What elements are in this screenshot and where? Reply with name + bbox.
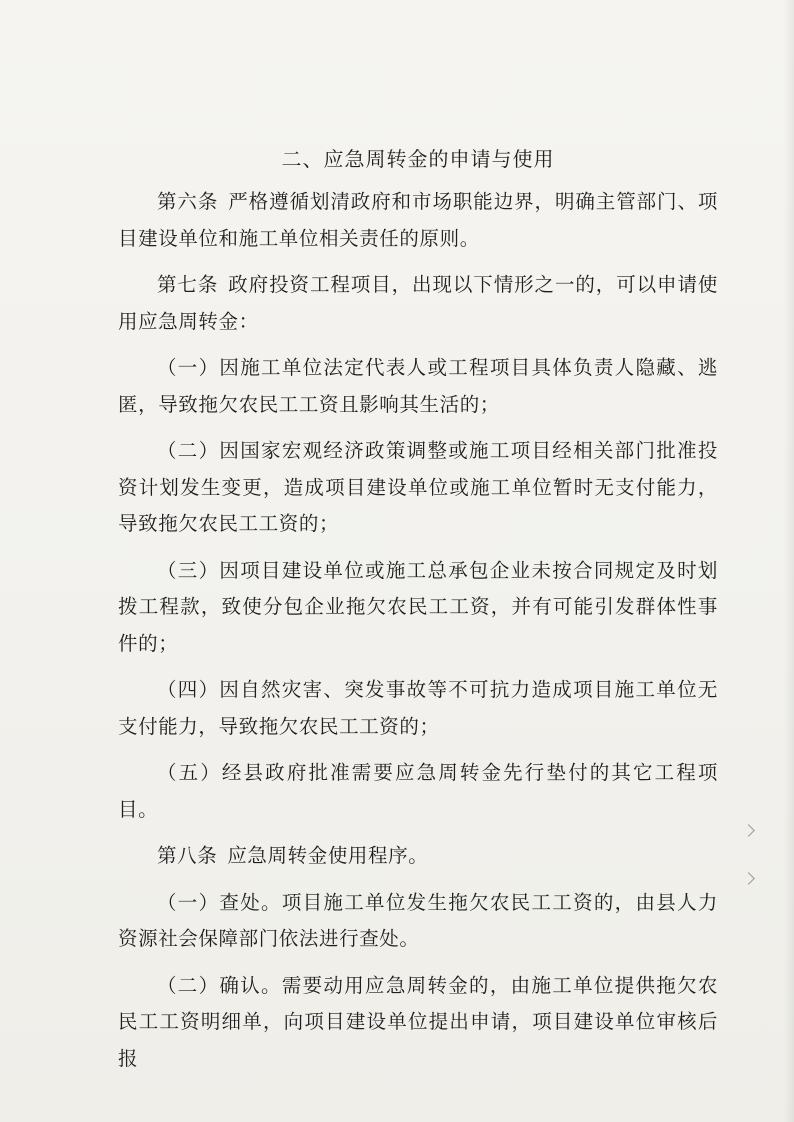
section-title: 二、应急周转金的申请与使用 xyxy=(281,147,555,171)
list-item-3 xyxy=(118,553,718,663)
paragraph-text: 严格遵循划清政府和市场职能边界，明确主管部门、项目建设单位和施工单位相关责任的原则。 xyxy=(118,190,718,250)
paragraph-text: （三）因项目建设单位或施工总承包企业未按合同规定及时划拨工程款，致使分包企业拖欠农民工工资，并有可能引发群体性事件的； xyxy=(118,558,718,655)
paragraph-text: （一）因施工单位法定代表人或工程项目具体负责人隐藏、逃匿，导致拖欠农民工工资且影响其生活的； xyxy=(118,356,718,416)
paragraph-text: （五）经县政府批准需要应急周转金先行垫付的其它工程项目。 xyxy=(118,761,718,821)
document-body xyxy=(118,142,718,1087)
list-item-4 xyxy=(118,672,718,745)
paragraph-article-8 xyxy=(118,838,718,875)
paragraph-text: （一）查处。项目施工单位发生拖欠农民工工资的，由县人力资源社会保障部门依法进行查处。 xyxy=(118,890,718,950)
list-item-1 xyxy=(118,350,718,423)
procedure-item-1 xyxy=(118,885,718,958)
procedure-item-2 xyxy=(118,968,718,1078)
list-item-2 xyxy=(118,433,718,543)
list-item-5 xyxy=(118,755,718,828)
scan-margin-mark-icon xyxy=(742,872,755,885)
article-number: 第六条 xyxy=(157,190,219,213)
paragraph-text: 政府投资工程项目，出现以下情形之一的，可以申请使用应急周转金： xyxy=(118,273,718,333)
scan-margin-mark-icon xyxy=(742,824,755,837)
scan-edge-shadow xyxy=(784,0,794,1122)
paragraph-text: （二）确认。需要动用应急周转金的，由施工单位提供拖欠农民工工资明细单，向项目建设单位提出申请，项目建设单位审核后报 xyxy=(118,973,718,1070)
paragraph-article-7 xyxy=(118,267,718,340)
paragraph-article-6 xyxy=(118,184,718,257)
paragraph-text: （四）因自然灾害、突发事故等不可抗力造成项目施工单位无支付能力，导致拖欠农民工工资的； xyxy=(118,678,718,738)
paragraph-text: （二）因国家宏观经济政策调整或施工项目经相关部门批准投资计划发生变更，造成项目建设单位或施工单位暂时无支付能力，导致拖欠农民工工资的； xyxy=(118,439,718,535)
article-number: 第八条 xyxy=(157,844,218,867)
paragraph-text: 应急周转金使用程序。 xyxy=(227,844,429,867)
article-number: 第七条 xyxy=(157,273,219,296)
